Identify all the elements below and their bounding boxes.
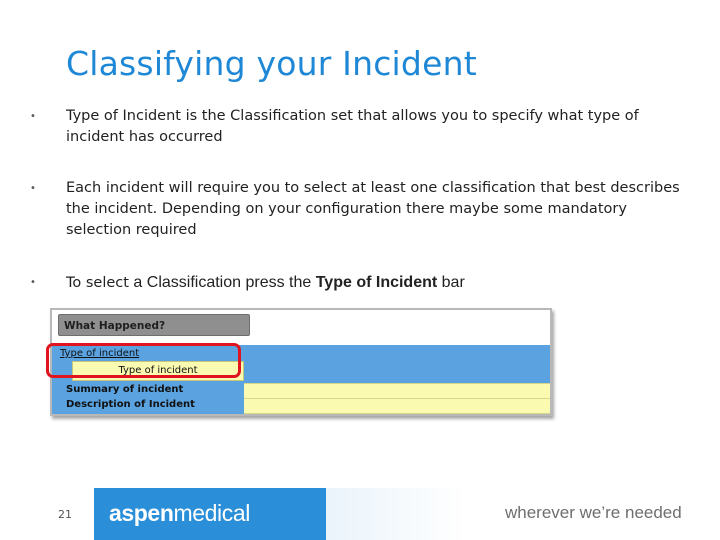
footer-fade [326,488,466,540]
summary-of-incident-label: Summary of incident [66,384,184,395]
description-field[interactable] [244,398,550,414]
tagline: wherever we’re needed [505,503,682,522]
bullet-text-prefix: To select [66,275,129,291]
bullet-marker: • [30,183,36,194]
aspen-medical-logo [109,500,250,527]
logo-part-medical: medical [173,500,250,526]
what-happened-bar[interactable]: What Happened? [58,314,250,336]
summary-field[interactable] [244,383,550,399]
bullet-marker: • [30,277,36,288]
logo-part-aspen: aspen [109,500,174,526]
bullet-text: Each incident will require you to select at least one classification that best describes the incident. Depending on your configuration there maybe some mandatory selection required [66,180,680,238]
bullet-text-mid: a Classification press the [128,274,316,291]
type-of-incident-button[interactable]: Type of incident [72,361,244,381]
type-of-incident-label: Type of incident [60,348,140,359]
bullet-text-bold: Type of Incident [315,274,438,291]
bullet-marker: • [30,111,36,122]
bullet-text [66,272,686,294]
slide-title: Classifying your Incident [66,44,477,83]
page-number: 21 [58,508,72,521]
bullet-text-suffix: bar [437,274,465,291]
highlight-ring [46,343,241,378]
bullet-text: Type of Incident is the Classification set that allows you to specify what type of incident has occurred [66,108,639,145]
description-of-incident-label: Description of Incident [66,399,195,410]
